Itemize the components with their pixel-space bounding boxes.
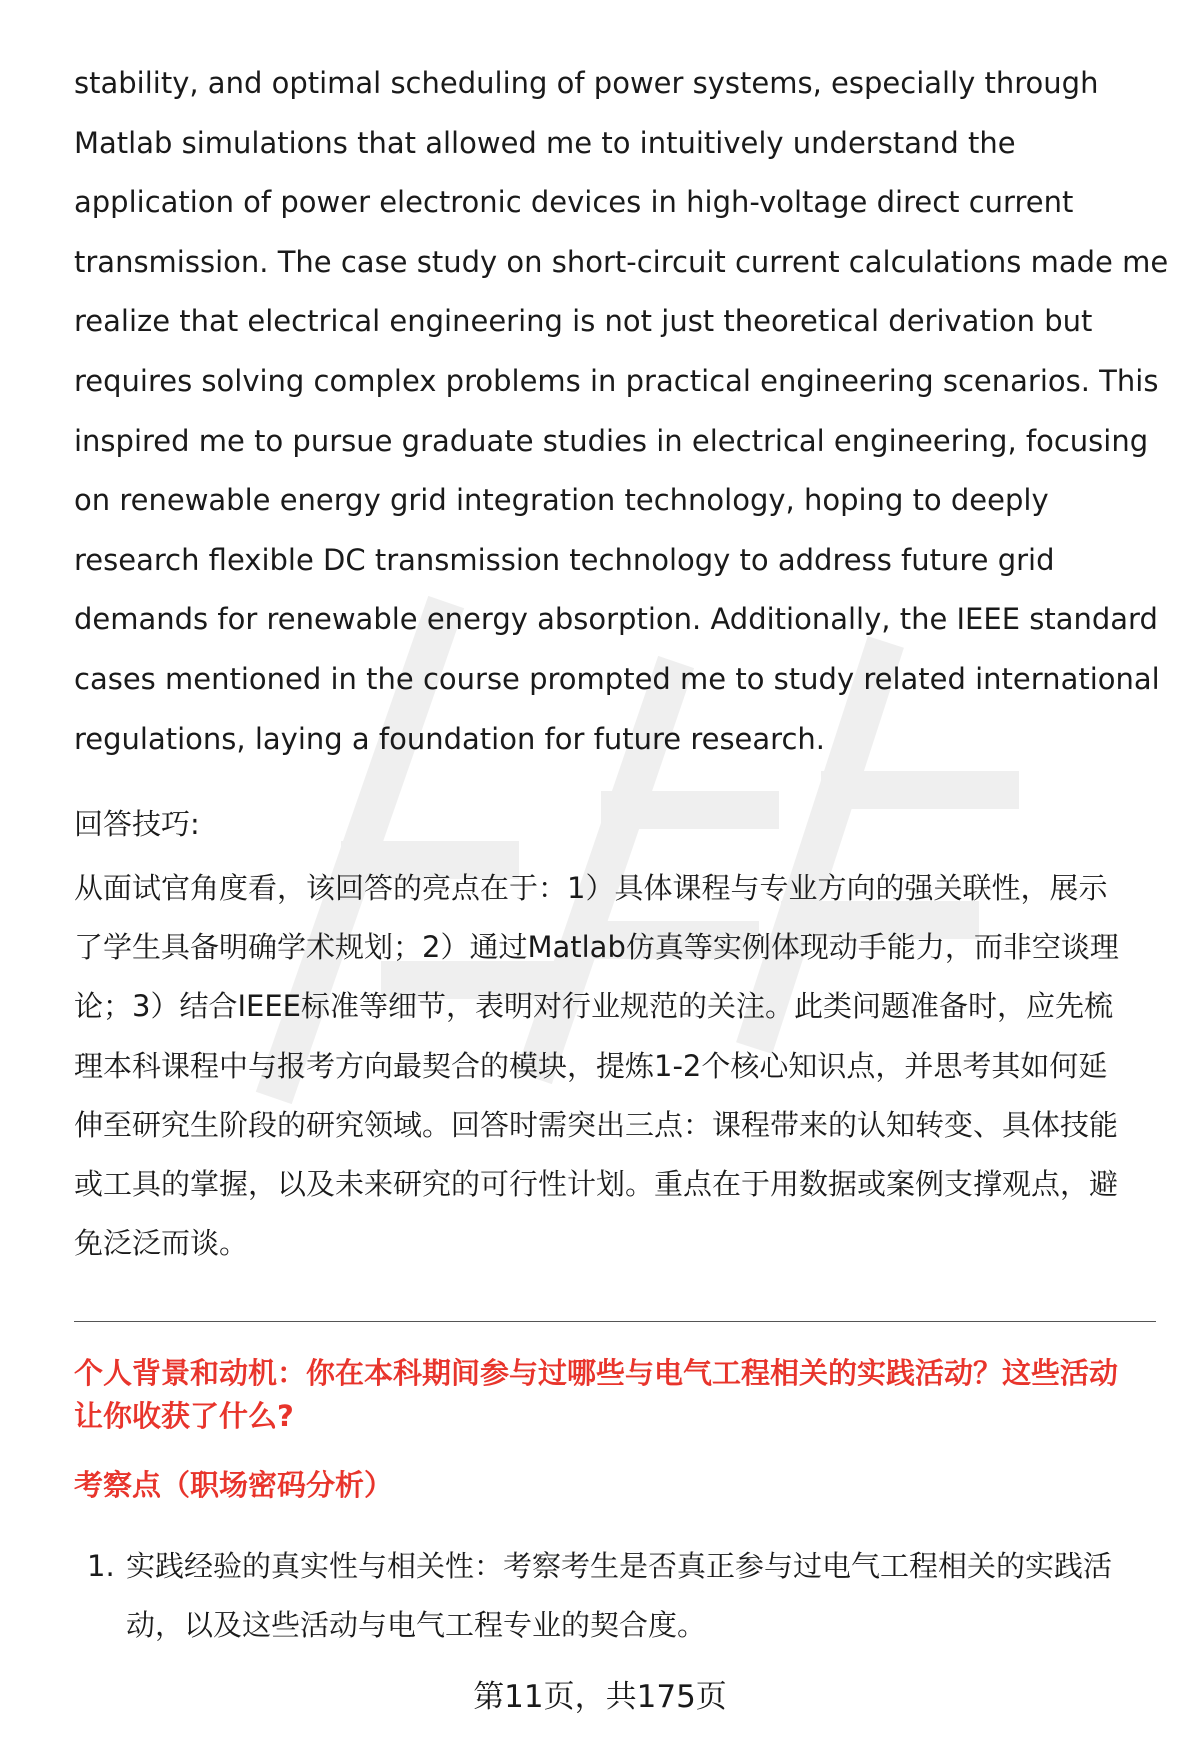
tips-line: 论；3）结合IEEE标准等细节，表明对行业规范的关注。此类问题准备时，应先梳 xyxy=(74,989,1113,1024)
paragraph-line: research flexible DC transmission technology to address future grid xyxy=(74,542,1055,577)
page-number-label: 第11页，共175页 xyxy=(473,1679,727,1715)
tips-line: 理本科课程中与报考方向最契合的模块，提炼1-2个核心知识点，并思考其如何延 xyxy=(74,1048,1108,1083)
tips-line: 或工具的掌握，以及未来研究的可行性计划。重点在于用数据或案例支撑观点，避 xyxy=(74,1167,1119,1202)
assessment-points-list xyxy=(74,1537,1156,1655)
section-divider xyxy=(74,1321,1156,1322)
question-line: 个人背景和动机：你在本科期间参与过哪些与电气工程相关的实践活动？这些活动 xyxy=(74,1356,1119,1390)
list-item xyxy=(74,1537,1156,1655)
paragraph-line: transmission. The case study on short-circuit current calculations made me xyxy=(74,244,1169,279)
tips-body xyxy=(74,859,1154,1273)
paragraph-line: stability, and optimal scheduling of power systems, especially through xyxy=(74,66,1099,100)
list-item-line: 动，以及这些活动与电气工程专业的契合度。 xyxy=(126,1608,707,1642)
paragraph-line: application of power electronic devices in high-voltage direct current xyxy=(74,185,1074,220)
paragraph-line: requires solving complex problems in practical engineering scenarios. This xyxy=(74,363,1159,398)
answer-paragraph xyxy=(74,54,1169,769)
question-line: 让你收获了什么? xyxy=(74,1399,294,1433)
question-heading xyxy=(74,1352,1156,1438)
paragraph-line: demands for renewable energy absorption. Additionally, the IEEE standard xyxy=(74,602,1158,637)
page-footer xyxy=(0,1675,1200,1719)
paragraph-line: Matlab simulations that allowed me to intuitively understand the xyxy=(74,125,1016,160)
assessment-points-heading: 考察点（职场密码分析） xyxy=(74,1468,394,1502)
tips-title: 回答技巧: xyxy=(74,807,200,841)
paragraph-line: inspired me to pursue graduate studies in electrical engineering, focusing xyxy=(74,423,1149,458)
list-item-number: 1. xyxy=(87,1549,115,1583)
tips-line: 伸至研究生阶段的研究领域。回答时需突出三点：课程带来的认知转变、具体技能 xyxy=(74,1107,1119,1142)
tips-line: 了学生具备明确学术规划；2）通过Matlab仿真等实例体现动手能力，而非空谈理 xyxy=(74,930,1119,965)
paragraph-line: cases mentioned in the course prompted me to study related international xyxy=(74,661,1160,696)
list-item-line: 实践经验的真实性与相关性：考察考生是否真正参与过电气工程相关的实践活 xyxy=(126,1549,1113,1583)
tips-line: 免泛泛而谈。 xyxy=(74,1226,249,1261)
paragraph-line: on renewable energy grid integration technology, hoping to deeply xyxy=(74,483,1049,518)
paragraph-line: regulations, laying a foundation for future research. xyxy=(74,721,825,756)
paragraph-line: realize that electrical engineering is not just theoretical derivation but xyxy=(74,304,1093,339)
tips-line: 从面试官角度看，该回答的亮点在于：1）具体课程与专业方向的强关联性，展示 xyxy=(74,871,1108,905)
